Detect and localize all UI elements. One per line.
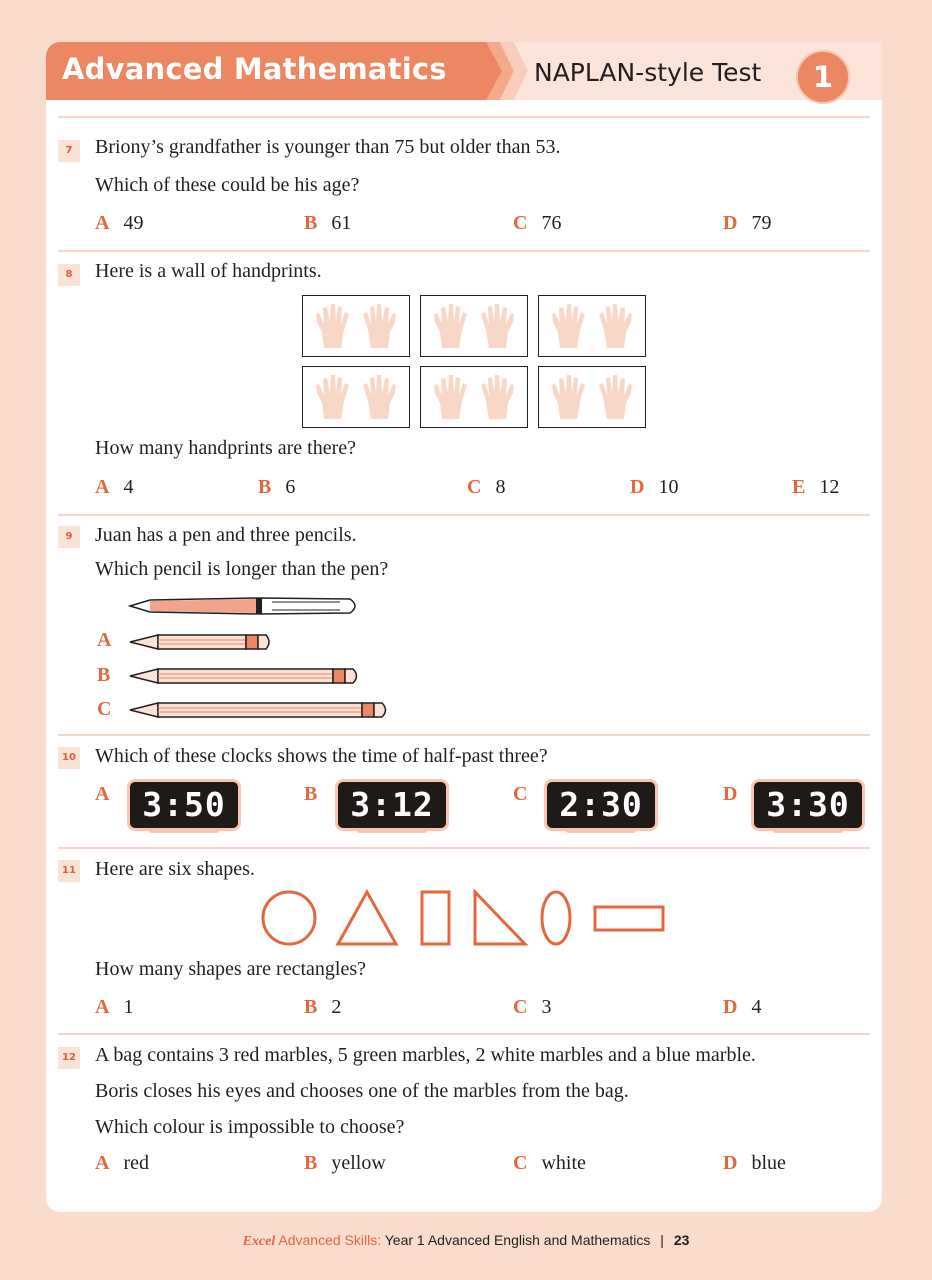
option-b[interactable] xyxy=(258,476,295,499)
option-text: white xyxy=(541,1152,586,1174)
option-letter: C xyxy=(513,1152,528,1174)
divider xyxy=(58,734,870,736)
question-8-prompt: How many handprints are there? xyxy=(95,437,357,459)
question-number: 8 xyxy=(58,264,80,286)
handprints-image xyxy=(421,367,527,427)
option-text: 10 xyxy=(658,476,679,498)
question-9-text: Juan has a pen and three pencils. xyxy=(95,524,357,546)
question-7-text: Briony’s grandfather is younger than 75 but older than 53. xyxy=(95,136,561,158)
clock-time: 3:50 xyxy=(142,785,226,824)
clock-time: 3:30 xyxy=(766,785,850,824)
question-12-prompt: Which colour is impossible to choose? xyxy=(95,1116,405,1138)
divider xyxy=(58,116,870,118)
divider xyxy=(58,847,870,849)
handprints-image xyxy=(303,296,409,356)
option-letter: D xyxy=(723,783,738,805)
handprints-image xyxy=(303,367,409,427)
handprint-panel xyxy=(420,295,528,357)
question-11-prompt: How many shapes are rectangles? xyxy=(95,958,366,980)
digital-clock-a[interactable] xyxy=(130,782,238,828)
pen-and-pencils xyxy=(0,590,420,725)
option-text: 4 xyxy=(123,476,134,498)
handprint-panel xyxy=(302,366,410,428)
digital-clock-b[interactable] xyxy=(338,782,446,828)
option-letter: C xyxy=(513,996,528,1018)
option-letter: E xyxy=(792,476,806,498)
option-b[interactable] xyxy=(304,1152,386,1175)
question-12-context: Boris closes his eyes and chooses one of the marbles from the bag. xyxy=(95,1080,629,1102)
footer-separator: | xyxy=(660,1232,664,1248)
option-d[interactable] xyxy=(723,212,771,235)
option-letter: B xyxy=(304,783,318,805)
option-text: 3 xyxy=(541,996,552,1018)
option-c[interactable] xyxy=(513,996,551,1019)
right-triangle-shape xyxy=(475,892,525,944)
option-text: 79 xyxy=(751,212,772,234)
handprints-image xyxy=(421,296,527,356)
option-a[interactable]: A xyxy=(97,629,112,651)
question-number: 7 xyxy=(58,140,80,162)
clock-time: 2:30 xyxy=(559,785,643,824)
option-b[interactable] xyxy=(304,212,351,235)
question-number: 11 xyxy=(58,860,80,882)
footer-brand: Excel xyxy=(242,1234,276,1249)
circle-shape xyxy=(263,892,315,944)
question-number: 12 xyxy=(58,1047,80,1069)
pencil-a-image xyxy=(130,635,269,649)
pencil-c-image xyxy=(130,703,386,717)
option-text: yellow xyxy=(331,1152,386,1174)
option-text: 61 xyxy=(331,212,352,234)
option-text: 8 xyxy=(495,476,506,498)
page-footer xyxy=(0,1232,932,1250)
option-letter: D xyxy=(630,476,645,498)
footer-series: Advanced Skills: xyxy=(278,1232,382,1248)
option-a[interactable] xyxy=(95,476,133,499)
option-letter: A xyxy=(95,212,110,234)
handprints-image xyxy=(539,296,645,356)
handprint-panel xyxy=(538,295,646,357)
option-d[interactable] xyxy=(723,996,761,1019)
option-letter: A xyxy=(95,783,110,805)
six-shapes xyxy=(250,885,680,955)
option-c-letter[interactable] xyxy=(513,783,541,806)
divider xyxy=(58,1033,870,1035)
option-a[interactable] xyxy=(95,996,133,1019)
option-letter: B xyxy=(258,476,272,498)
question-number: 10 xyxy=(58,747,80,769)
digital-clock-c[interactable] xyxy=(547,782,655,828)
wide-rectangle-shape xyxy=(595,907,663,930)
option-text: 1 xyxy=(123,996,134,1018)
option-c[interactable]: C xyxy=(97,698,112,720)
divider xyxy=(58,250,870,252)
pencil-b-image xyxy=(130,669,357,683)
option-b[interactable]: B xyxy=(97,664,111,686)
handprints-image xyxy=(539,367,645,427)
option-letter: D xyxy=(723,212,738,234)
option-text: 76 xyxy=(541,212,562,234)
option-letter: B xyxy=(304,212,318,234)
option-d-letter[interactable] xyxy=(723,783,751,806)
section-title: Advanced Mathematics xyxy=(62,52,447,86)
option-b-letter[interactable] xyxy=(304,783,331,806)
question-12-text: A bag contains 3 red marbles, 5 green marbles, 2 white marbles and a blue marble. xyxy=(95,1044,756,1066)
triangle-shape xyxy=(338,892,396,944)
handprint-panel xyxy=(538,366,646,428)
tall-rectangle-shape xyxy=(422,892,449,944)
divider xyxy=(58,514,870,516)
oval-shape xyxy=(542,892,570,944)
option-text: blue xyxy=(751,1152,786,1174)
option-text: 6 xyxy=(285,476,296,498)
option-letter: D xyxy=(723,996,738,1018)
option-text: 2 xyxy=(331,996,342,1018)
test-number-badge: 1 xyxy=(796,50,850,104)
option-letter: C xyxy=(467,476,482,498)
handprint-panel xyxy=(302,295,410,357)
question-10-text: Which of these clocks shows the time of half-past three? xyxy=(95,745,548,767)
option-e[interactable] xyxy=(792,476,839,499)
option-d[interactable] xyxy=(723,1152,786,1175)
option-text: 4 xyxy=(751,996,762,1018)
option-text: 12 xyxy=(819,476,840,498)
option-c[interactable] xyxy=(467,476,505,499)
digital-clock-d[interactable] xyxy=(754,782,862,828)
question-7-prompt: Which of these could be his age? xyxy=(95,174,360,196)
pen-image xyxy=(130,598,355,614)
option-b[interactable] xyxy=(304,996,341,1019)
option-letter: B xyxy=(304,996,318,1018)
option-letter: A xyxy=(95,1152,110,1174)
option-text: 49 xyxy=(123,212,144,234)
option-d[interactable] xyxy=(630,476,678,499)
option-a-letter[interactable] xyxy=(95,783,123,806)
question-11-text: Here are six shapes. xyxy=(95,858,255,880)
option-a[interactable] xyxy=(95,1152,149,1175)
option-letter: C xyxy=(513,783,528,805)
handprint-panel xyxy=(420,366,528,428)
page-number: 23 xyxy=(673,1232,690,1248)
test-name: NAPLAN-style Test xyxy=(534,58,762,87)
option-text: red xyxy=(123,1152,149,1174)
option-letter: D xyxy=(723,1152,738,1174)
option-c[interactable] xyxy=(513,212,561,235)
clock-time: 3:12 xyxy=(350,785,434,824)
question-9-prompt: Which pencil is longer than the pen? xyxy=(95,558,389,580)
question-8-text: Here is a wall of handprints. xyxy=(95,260,322,282)
option-letter: A xyxy=(95,476,110,498)
option-letter: B xyxy=(304,1152,318,1174)
option-letter: A xyxy=(95,996,110,1018)
option-a[interactable] xyxy=(95,212,143,235)
option-c[interactable] xyxy=(513,1152,586,1175)
option-letter: C xyxy=(513,212,528,234)
question-number: 9 xyxy=(58,526,80,548)
footer-book-title: Year 1 Advanced English and Mathematics xyxy=(384,1232,651,1248)
